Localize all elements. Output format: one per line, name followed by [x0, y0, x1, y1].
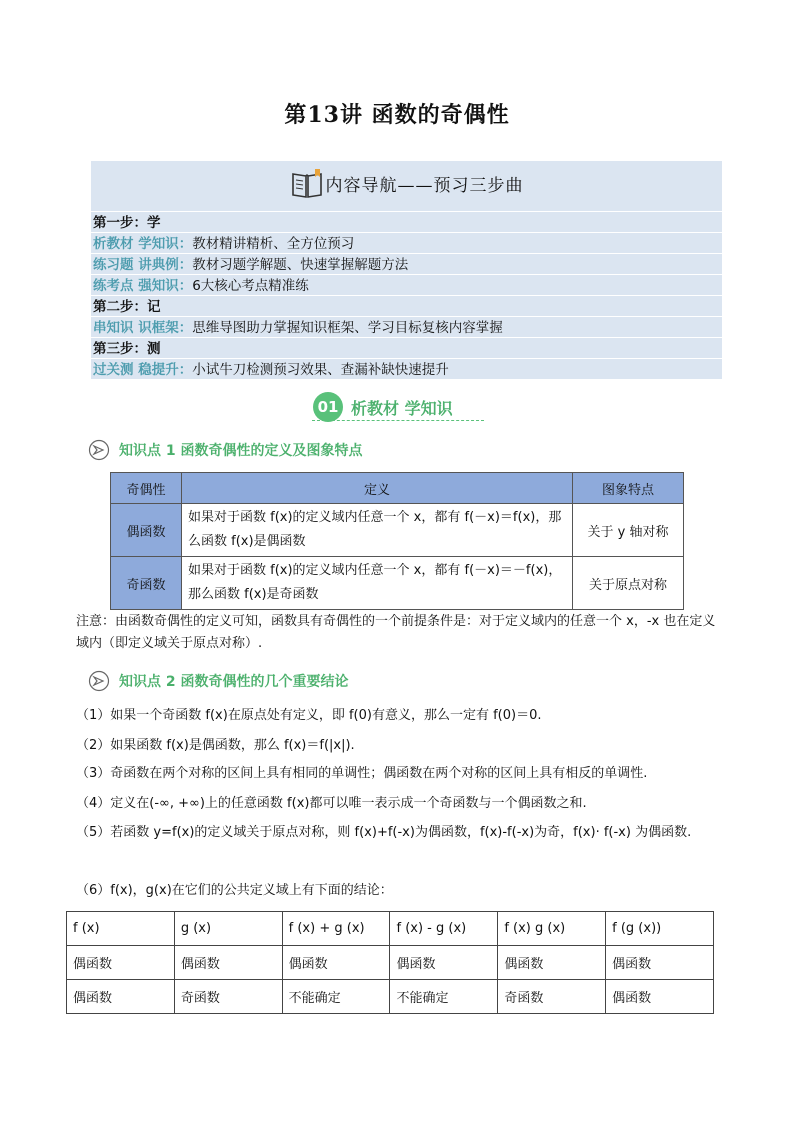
conclusion-item: （6）f(x)，g(x)在它们的公共定义域上有下面的结论：: [76, 883, 393, 898]
nav-item: [93, 360, 449, 380]
table-cell: 偶函数: [67, 980, 175, 1014]
arrow-circle-icon: [88, 439, 110, 461]
table-cell: 奇函数: [111, 557, 182, 610]
conclusion-item: （5）若函数 y=f(x)的定义域关于原点对称，则 f(x)+f(-x)为偶函数，f(x)-f(-x)为奇，f(x)· f(-x) 为偶函数.: [76, 825, 692, 840]
table-cell: 偶函数: [498, 946, 606, 980]
step-2: 第二步：记: [93, 299, 161, 315]
note-paragraph: 注意：由函数奇偶性的定义可知，函数具有奇偶性的一个前提条件是：对于定义域内的任意一个 x，-x 也在定义域内（即定义域关于原点对称）.: [76, 614, 716, 651]
conclusion-item: （2）如果函数 f(x)是偶函数，那么 f(x)＝f(|x|).: [76, 738, 355, 753]
section-label: 析教材 学知识: [351, 398, 453, 418]
table-cell: 关于 y 轴对称: [573, 504, 684, 557]
table-cell: 不能确定: [390, 980, 498, 1014]
table-cell: 偶函数: [390, 946, 498, 980]
conclusion-item: （4）定义在(-∞, +∞)上的任意函数 f(x)都可以唯一表示成一个奇函数与一个偶函数之和.: [76, 796, 587, 811]
table-header: f (x) g (x): [498, 912, 606, 946]
table-cell: 偶函数: [606, 980, 714, 1014]
nav-item-key: 析教材 学知识：: [93, 236, 193, 252]
knowledge-point-1: [88, 439, 363, 461]
nav-item: [93, 255, 408, 275]
arrow-circle-icon: [88, 670, 110, 692]
table-header: f (g (x)): [606, 912, 714, 946]
nav-item-text: 6大核心考点精准练: [192, 278, 309, 294]
nav-title: 内容导航——预习三步曲: [325, 175, 524, 196]
section-header: [313, 392, 453, 422]
knowledge-point-label: 知识点 2 函数奇偶性的几个重要结论: [119, 674, 349, 690]
nav-item-text: 思维导图助力掌握知识框架、学习目标复核内容掌握: [192, 320, 503, 336]
step-1: 第一步：学: [93, 215, 161, 231]
table-header: f (x) + g (x): [282, 912, 390, 946]
section-number-badge: 01: [313, 392, 343, 422]
nav-item: [93, 234, 354, 254]
conclusion-item: （1）如果一个奇函数 f(x)在原点处有定义，即 f(0)有意义，那么一定有 f(0)＝0.: [76, 708, 542, 723]
table-cell: 奇函数: [498, 980, 606, 1014]
table-cell: 偶函数: [67, 946, 175, 980]
page-title: 第13讲 函数的奇偶性: [284, 102, 510, 128]
parity-definition-table: [110, 472, 684, 610]
table-cell: 偶函数: [174, 946, 282, 980]
nav-item-key: 过关测 稳提升：: [93, 362, 193, 378]
table-cell: 偶函数: [282, 946, 390, 980]
knowledge-point-label: 知识点 1 函数奇偶性的定义及图象特点: [119, 443, 363, 459]
table-header: 奇偶性: [111, 473, 182, 504]
table-cell: 如果对于函数 f(x)的定义域内任意一个 x，都有 f(－x)＝f(x)，那么函数 f(x)是偶函数: [182, 504, 573, 557]
nav-item: [93, 318, 503, 338]
nav-header: [91, 161, 722, 211]
table-header: f (x) - g (x): [390, 912, 498, 946]
table-cell: 偶函数: [606, 946, 714, 980]
nav-item-key: 串知识 识框架：: [93, 320, 193, 336]
table-cell: 不能确定: [282, 980, 390, 1014]
section-divider: [312, 420, 484, 421]
table-cell: 偶函数: [111, 504, 182, 557]
nav-item: [93, 276, 309, 296]
knowledge-point-2: [88, 670, 349, 692]
table-row: [111, 504, 684, 557]
nav-item-text: 教材习题学解题、快速掌握解题方法: [192, 257, 409, 273]
table-header: g (x): [174, 912, 282, 946]
book-icon: [290, 166, 324, 200]
table-header: f (x): [67, 912, 175, 946]
nav-item-key: 练考点 强知识：: [93, 278, 193, 294]
table-row: [111, 557, 684, 610]
nav-item-key: 练习题 讲典例：: [93, 257, 193, 273]
table-cell: 奇函数: [174, 980, 282, 1014]
table-cell: 如果对于函数 f(x)的定义域内任意一个 x，都有 f(－x)＝－f(x)，那么函数 f(x)是奇函数: [182, 557, 573, 610]
step-3: 第三步：测: [93, 341, 161, 357]
nav-item-text: 教材精讲精析、全方位预习: [192, 236, 355, 252]
table-row: [67, 980, 714, 1014]
conclusion-item: （3）奇函数在两个对称的区间上具有相同的单调性；偶函数在两个对称的区间上具有相反的单调性.: [76, 766, 648, 781]
table-header-row: [67, 912, 714, 946]
table-header: 定义: [182, 473, 573, 504]
table-cell: 关于原点对称: [573, 557, 684, 610]
parity-conclusion-table: [66, 911, 714, 1014]
table-header: 图象特点: [573, 473, 684, 504]
nav-item-text: 小试牛刀检测预习效果、查漏补缺快速提升: [192, 362, 449, 378]
table-row: [67, 946, 714, 980]
table-header-row: [111, 473, 684, 504]
